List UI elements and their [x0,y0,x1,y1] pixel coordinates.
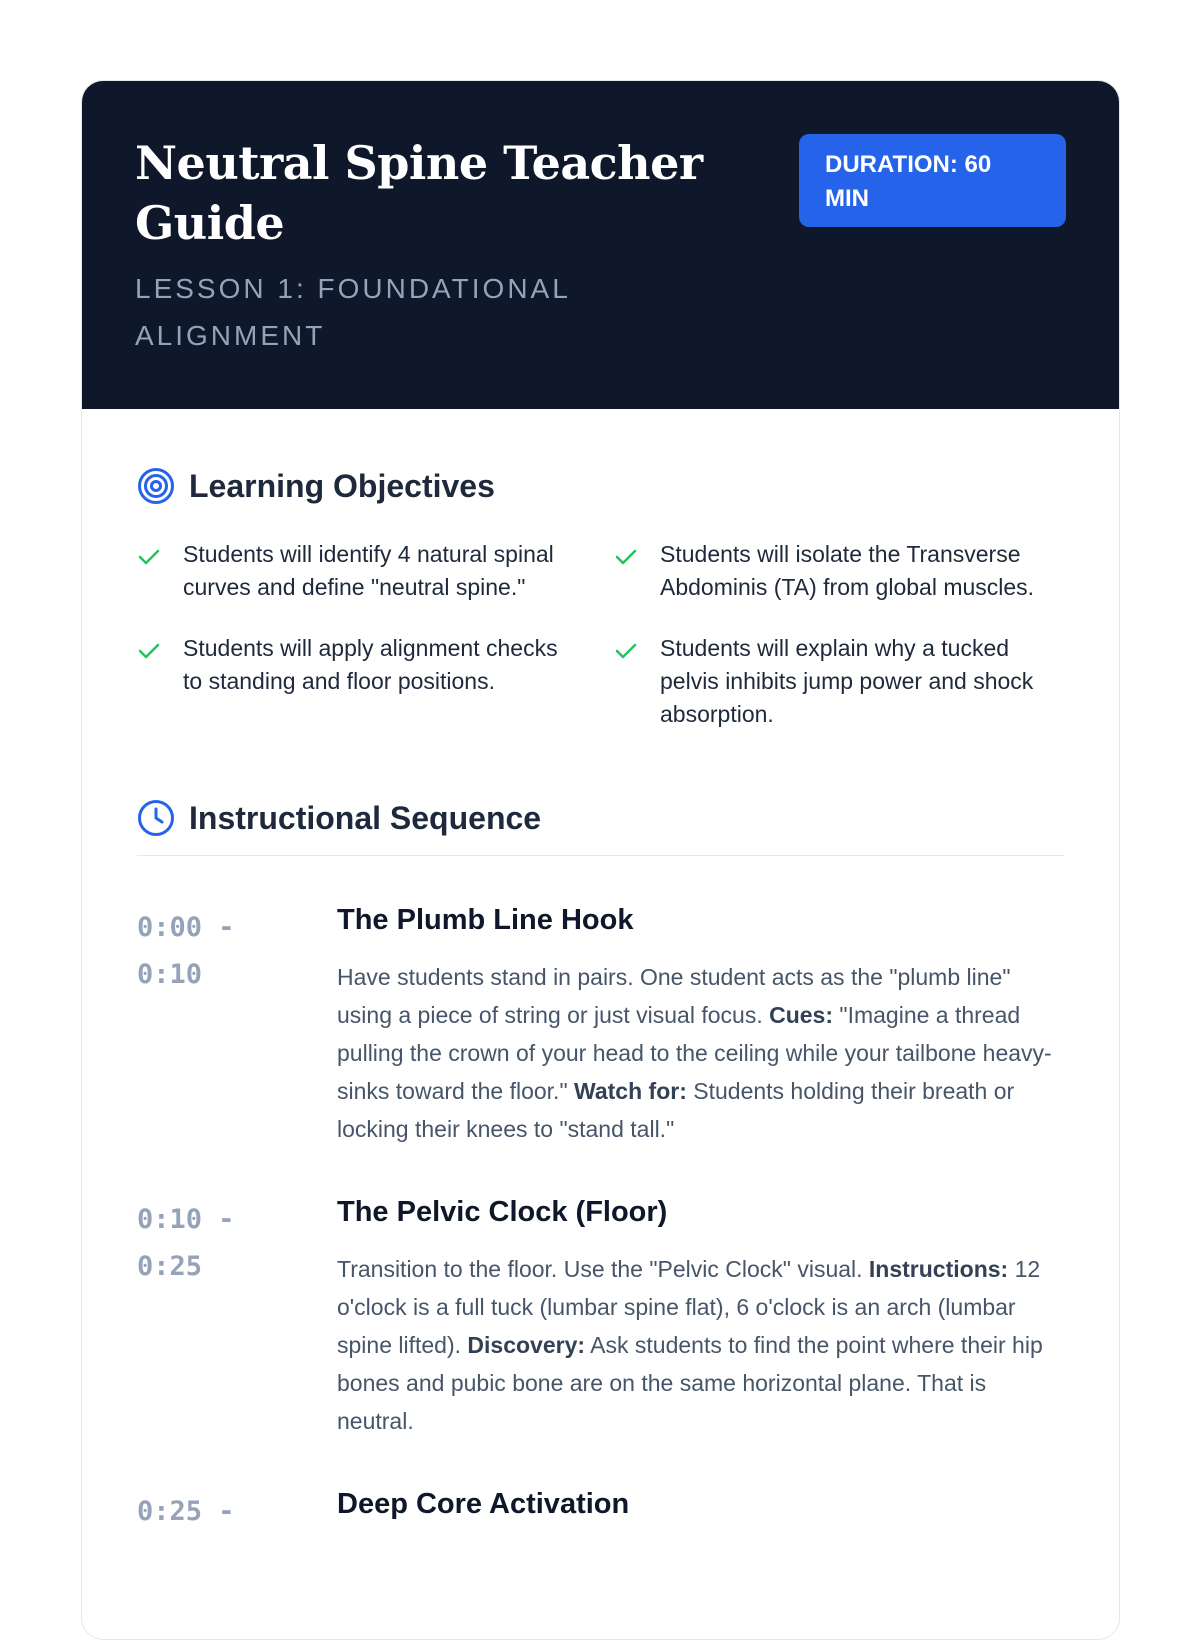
objective-text: Students will identify 4 natural spinal curves and define "neutral spine." [183,541,554,600]
sequence-steps [137,900,1064,1542]
step-cue-label: Instructions: [868,1256,1009,1282]
objectives-header [137,467,1064,505]
step-text: Have students stand in pairs. One student acts as the "plumb line" using a piece of string or just visual focus. [337,964,1011,1028]
step-title: Deep Core Activation [337,1488,630,1520]
step-time-start: 0:10 - [137,1204,235,1235]
step-time [137,1192,337,1440]
step-content [337,1484,1062,1542]
step-time-start: 0:00 - [137,912,235,943]
step-time [137,1484,337,1542]
objective-text: Students will explain why a tucked pelvis inhibits jump power and shock absorption. [660,635,1034,727]
objective-item [614,538,1066,604]
step-title: The Plumb Line Hook [337,904,634,936]
sequence-title: Instructional Sequence [189,799,542,836]
step-text: Ask students to find the point where their hip bones and pubic bone are on the same horizontal plane. That is neutral. [337,1332,1043,1434]
step-text: Students holding their breath or locking their knees to "stand tall." [337,1078,1015,1142]
step-cue-label: Discovery: [467,1332,586,1358]
sequence-step [137,1192,1064,1440]
check-icon [614,544,638,568]
objective-item [137,538,614,604]
objectives-list [137,538,1064,731]
step-text: "Imagine a thread pulling the crown of your head to the ceiling while your tailbone heavy-sinks toward the floor." [337,1002,1052,1104]
check-icon [137,544,161,568]
lesson-subtitle: LESSON 1: FOUNDATIONAL ALIGNMENT [135,273,570,351]
step-content [337,1192,1062,1440]
target-icon [137,467,175,505]
objective-text: Students will isolate the Transverse Abdominis (TA) from global muscles. [660,541,1035,600]
step-description [337,958,1062,1148]
step-time-end: 0:10 [137,959,203,990]
step-time-end: 0:25 [137,1251,203,1282]
step-time-start: 0:25 - [137,1496,235,1527]
sequence-step [137,900,1064,1148]
lesson-body [82,467,1119,1542]
step-title: The Pelvic Clock (Floor) [337,1196,668,1228]
objectives-title: Learning Objectives [189,467,495,504]
lesson-header [82,81,1119,409]
check-icon [614,638,638,662]
page-title: Neutral Spine Teacher Guide [135,136,703,250]
duration-badge: DURATION: 60 MIN [799,134,1066,227]
sequence-step [137,1484,1064,1542]
lesson-card [81,80,1120,1640]
step-description [337,1250,1062,1440]
objective-item [614,632,1066,731]
check-icon [137,638,161,662]
step-cue-label: Watch for: [574,1078,687,1104]
step-time [137,900,337,1148]
step-content [337,900,1062,1148]
step-cue-label: Cues: [769,1002,834,1028]
step-text: 12 o'clock is a full tuck (lumbar spine flat), 6 o'clock is an arch (lumbar spine lifted). [337,1256,1041,1358]
clock-icon [137,799,175,837]
objective-text: Students will apply alignment checks to standing and floor positions. [183,635,558,694]
objective-item [137,632,614,731]
sequence-header [137,799,1064,856]
step-text: Transition to the floor. Use the "Pelvic Clock" visual. [337,1256,869,1282]
